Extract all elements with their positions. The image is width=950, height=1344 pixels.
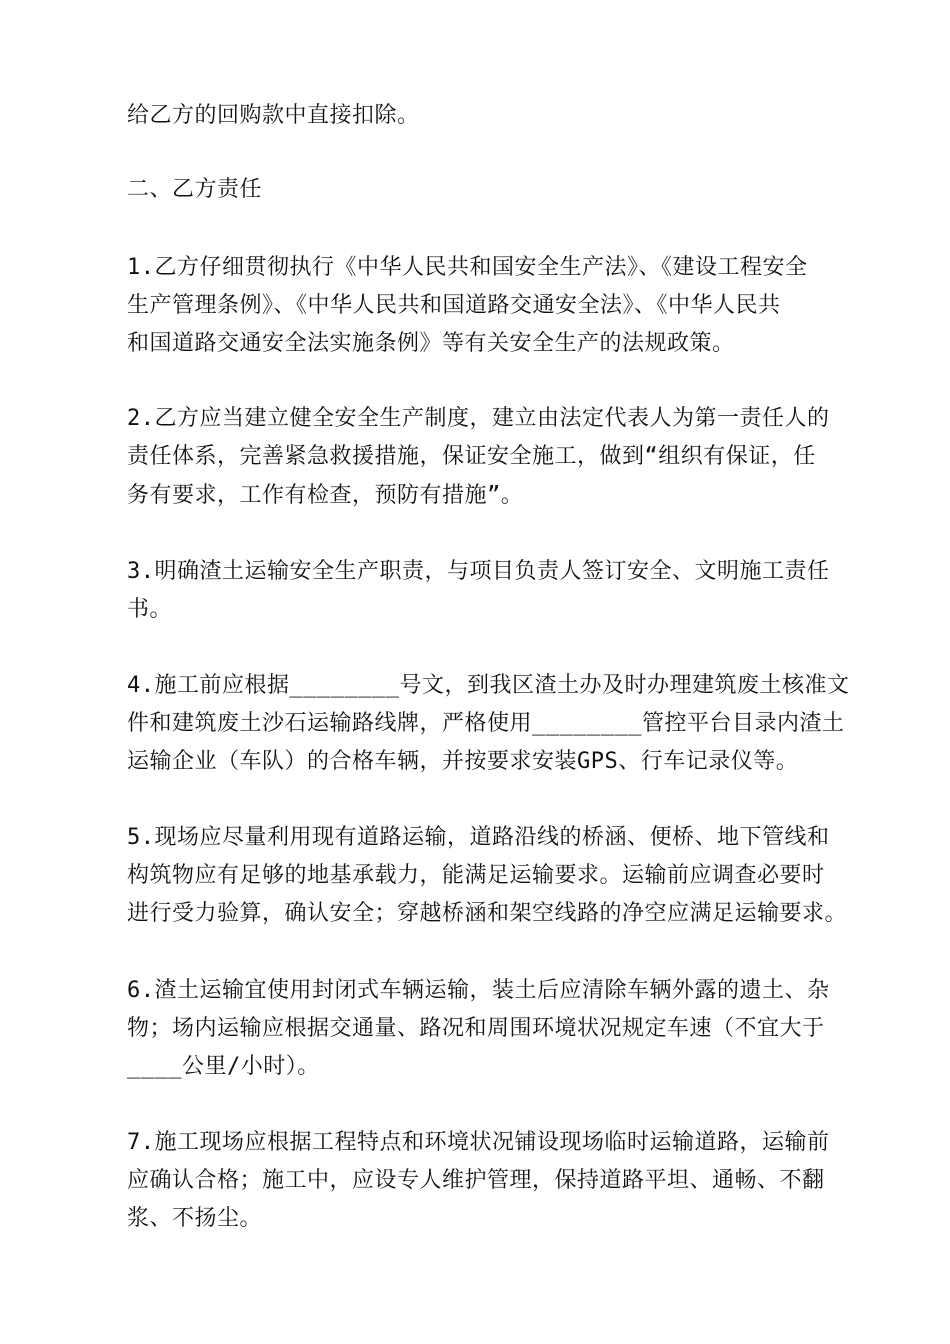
text-line: ____公里/小时）。: [127, 1054, 320, 1079]
text-line: 书。: [127, 597, 173, 622]
text-line: 3.明确渣土运输安全生产职责，与项目负责人签订安全、文明施工责任: [127, 559, 830, 584]
text-line: 物；场内运输应根据交通量、路况和周围环境状况规定车速（不宜大于: [127, 1016, 825, 1041]
text-line: 5.现场应尽量利用现有道路运输，道路沿线的桥涵、便桥、地下管线和: [127, 825, 830, 850]
text-line: 2.乙方应当建立健全安全生产制度，建立由法定代表人为第一责任人的: [127, 406, 830, 431]
text-line: 1.乙方仔细贯彻执行《中华人民共和国安全生产法》、《建设工程安全: [127, 255, 808, 280]
text-line: 浆、不扬尘。: [127, 1206, 263, 1231]
text-line: 进行受力验算，确认安全；穿越桥涵和架空线路的净空应满足运输要求。: [127, 901, 848, 926]
text-line: 构筑物应有足够的地基承载力，能满足运输要求。运输前应调查必要时: [127, 863, 825, 888]
section-heading: 二、乙方责任: [127, 177, 263, 202]
text-line: 应确认合格；施工中，应设专人维护管理，保持道路平坦、通畅、不翻: [127, 1168, 825, 1193]
text-line: 7.施工现场应根据工程特点和环境状况铺设现场临时运输道路，运输前: [127, 1130, 830, 1155]
text-line: 运输企业（车队）的合格车辆，并按要求安装GPS、行车记录仪等。: [127, 749, 799, 774]
text-line: 给乙方的回购款中直接扣除。: [127, 103, 420, 128]
text-line: 4.施工前应根据________号文，到我区渣土办及时办理建筑废土核准文: [127, 673, 850, 698]
text-line: 生产管理条例》、《中华人民共和国道路交通安全法》、《中华人民共: [127, 293, 781, 318]
text-line: 6.渣土运输宜使用封闭式车辆运输，装土后应清除车辆外露的遗土、杂: [127, 978, 830, 1003]
text-line: 件和建筑废土沙石运输路线牌，严格使用________管控平台目录内渣土: [127, 711, 845, 736]
text-line: 责任体系，完善紧急救援措施，保证安全施工，做到“组织有保证，任: [127, 444, 816, 469]
text-line: 务有要求，工作有检查，预防有措施”。: [127, 483, 524, 508]
text-line: 和国道路交通安全法实施条例》等有关安全生产的法规政策。: [127, 331, 735, 356]
